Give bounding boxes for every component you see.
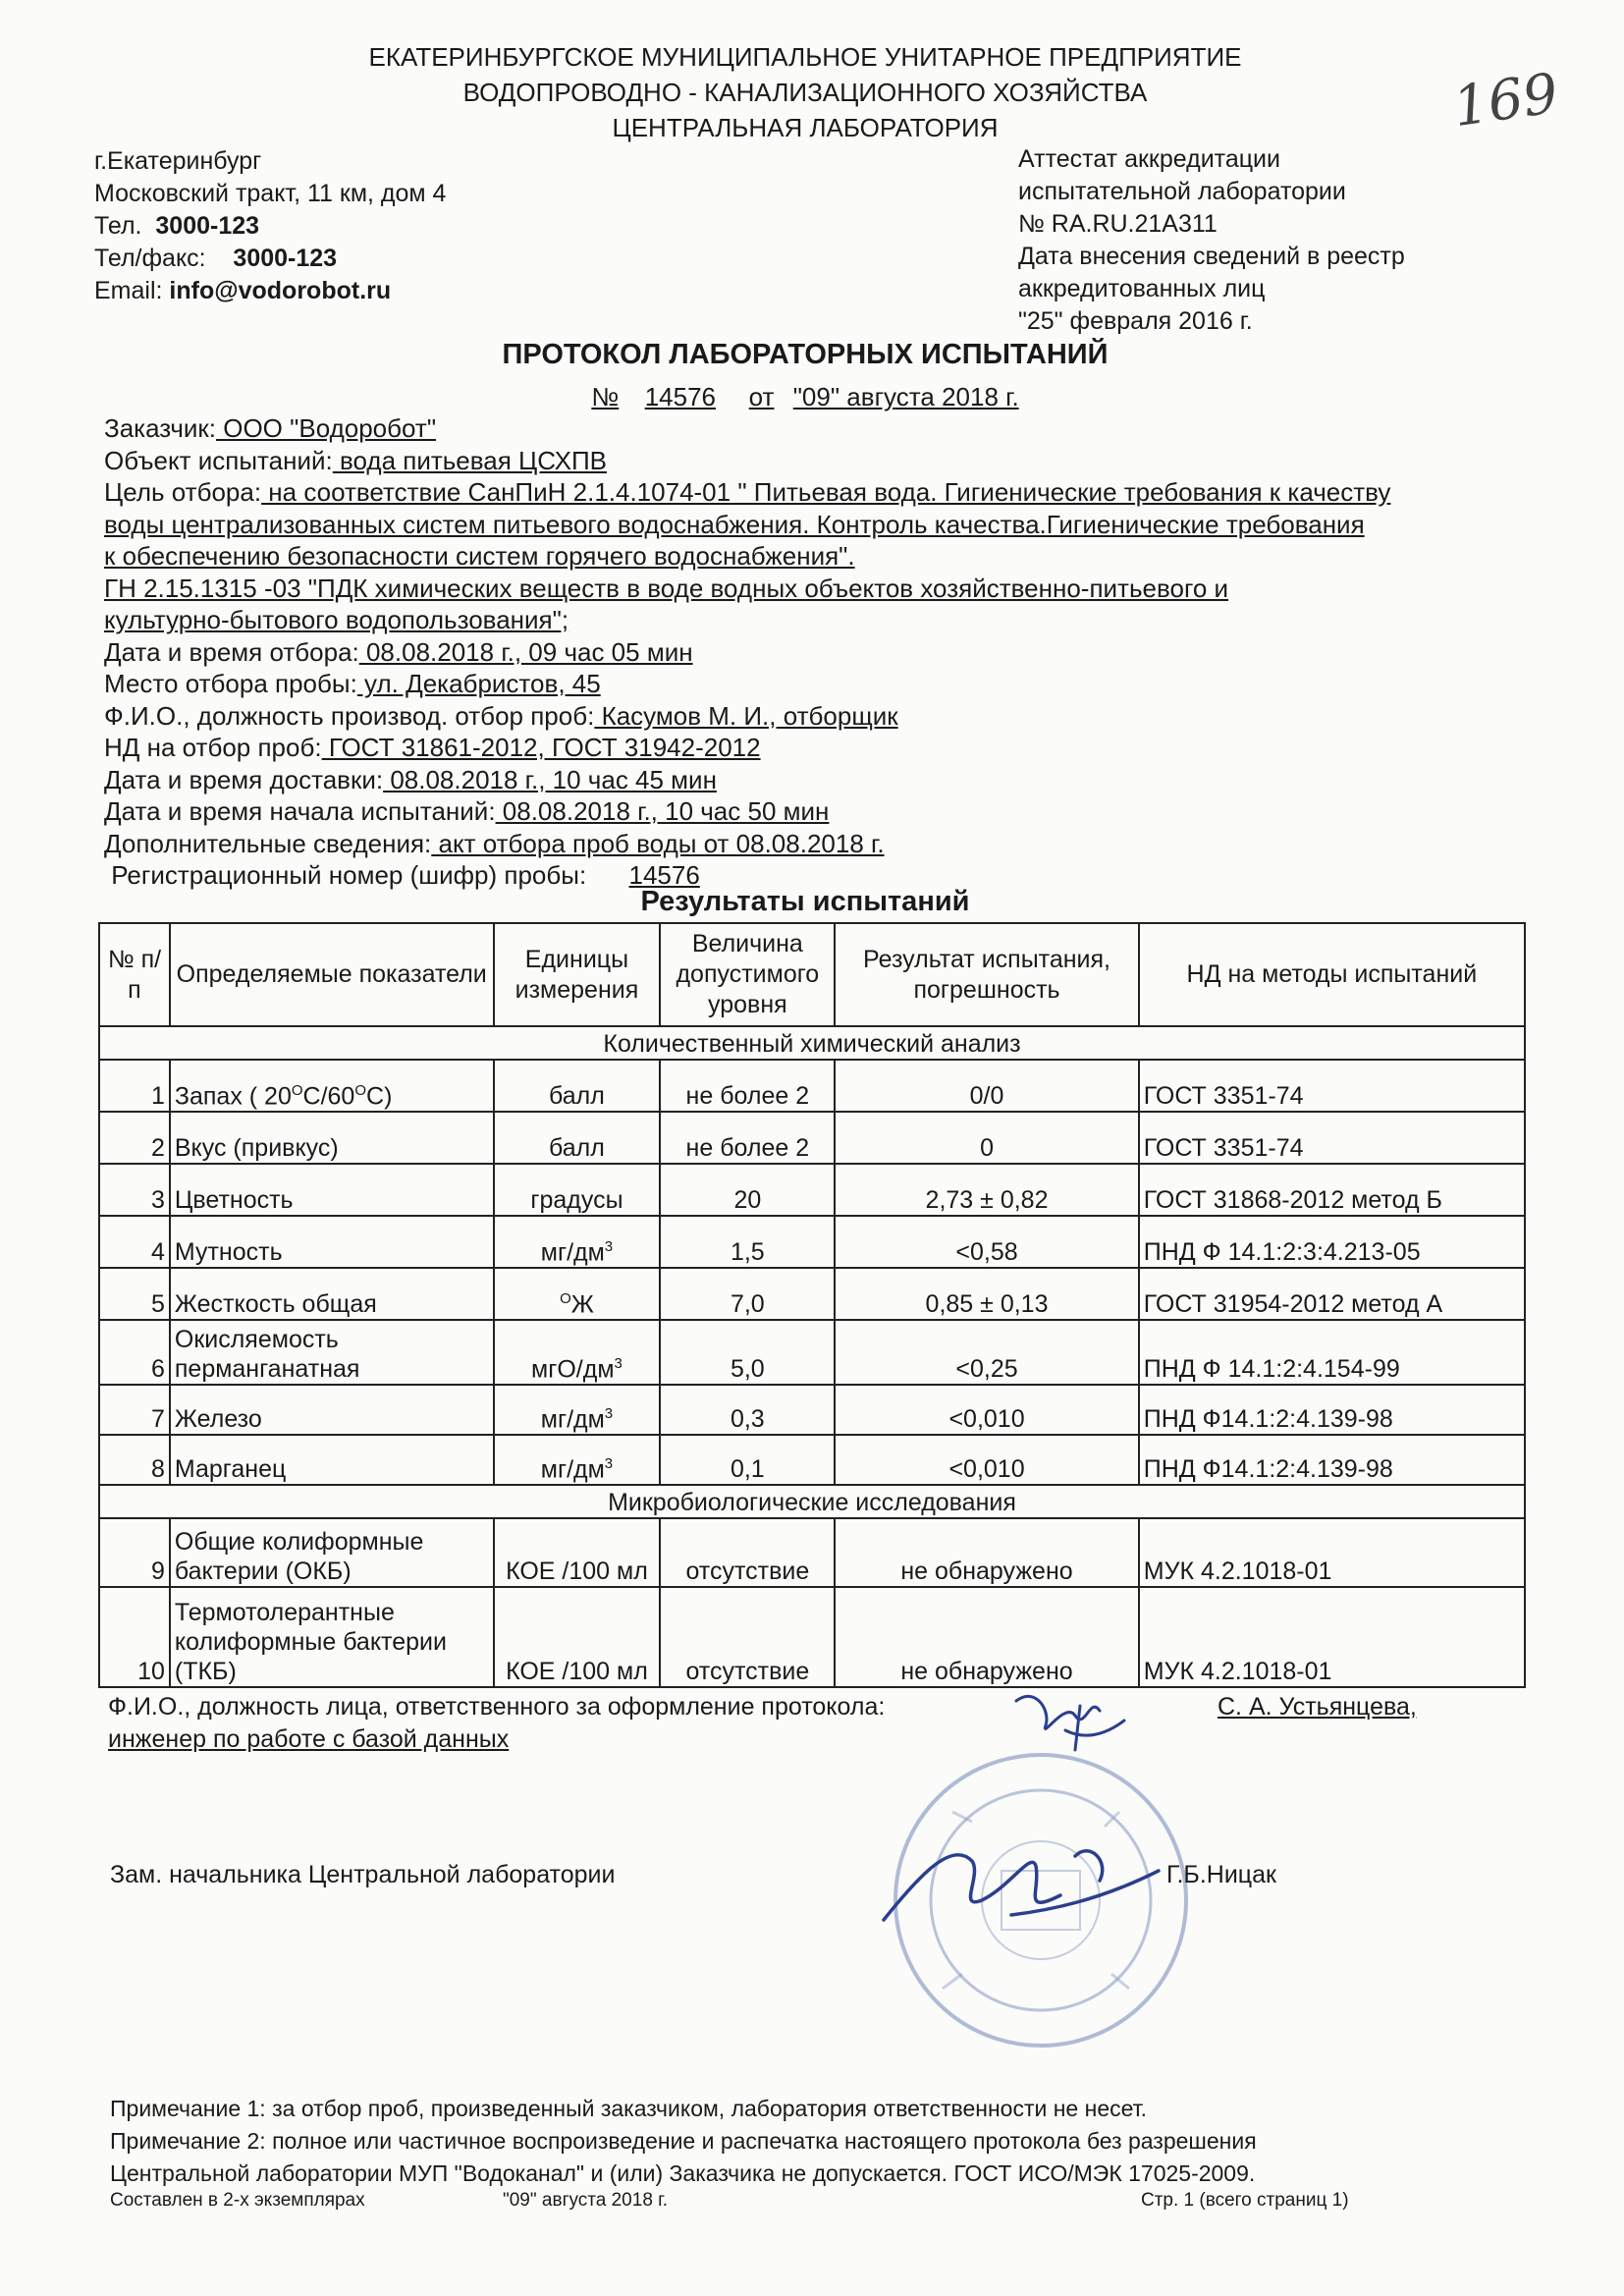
accreditation-date: "25" февраля 2016 г. <box>1018 307 1253 335</box>
note-2a: Примечание 2: полное или частичное воспроизведение и распечатка настоящего протокола без разрешения <box>110 2128 1257 2154</box>
row-no: 10 <box>99 1587 170 1687</box>
extra-info-row <box>104 828 1518 860</box>
section-microbiology: Микробиологические исследования <box>99 1485 1525 1518</box>
protocol-title: ПРОТОКОЛ ЛАБОРАТОРНЫХ ИСПЫТАНИЙ <box>502 339 1109 370</box>
accreditation-number: № RA.RU.21A311 <box>1018 210 1218 238</box>
results-header-row <box>99 923 1525 1026</box>
row-method: ПНД Ф14.1:2:4.139-98 <box>1139 1435 1525 1485</box>
deputy-label: Зам. начальника Центральной лаборатории <box>110 1861 616 1888</box>
test-start-label: Дата и время начала испытаний: <box>104 796 496 826</box>
extra-info-value: акт отбора проб воды от 08.08.2018 г. <box>431 828 885 858</box>
test-start-value: 08.08.2018 г., 10 час 50 мин <box>495 796 830 826</box>
header-result: Результат испытания, погрешность <box>835 923 1138 1026</box>
customer-row <box>104 412 1518 445</box>
purpose-row <box>104 476 1518 509</box>
row-param: Окисляемость перманганатная <box>170 1320 494 1385</box>
unit-text: мг/дм <box>540 1238 605 1266</box>
sampling-datetime-value: 08.08.2018 г., 09 час 05 мин <box>358 636 693 667</box>
registration-label: Регистрационный номер (шифр) пробы: <box>111 860 587 890</box>
unit-sup: 3 <box>604 1454 614 1472</box>
unit-text: мг/дм <box>540 1455 605 1483</box>
row-param: Марганец <box>170 1435 494 1485</box>
sampling-datetime-label: Дата и время отбора: <box>104 636 359 667</box>
table-row <box>99 1385 1525 1435</box>
row-result: не обнаружено <box>835 1587 1138 1687</box>
degree-sup: O <box>291 1081 303 1099</box>
row-result: 2,73 ± 0,82 <box>835 1164 1138 1216</box>
unit-text: мгО/дм <box>531 1355 615 1383</box>
param-text-mid: C/60 <box>302 1082 355 1110</box>
row-result: 0 <box>835 1112 1138 1164</box>
row-unit: градусы <box>494 1164 661 1216</box>
note-2b: Центральной лаборатории МУП "Водоканал" и (или) Заказчика не допускается. ГОСТ ИСО/МЭК 17025-2009. <box>110 2160 1256 2186</box>
row-param: Железо <box>170 1385 494 1435</box>
unit-text: Ж <box>570 1290 594 1318</box>
row-unit: КОЕ /100 мл <box>494 1518 661 1587</box>
sampling-nd-label: НД на отбор проб: <box>104 733 322 762</box>
accreditation-line-5: аккредитованных лиц <box>1018 275 1266 302</box>
sampler-label: Ф.И.О., должность производ. отбор проб: <box>104 700 595 731</box>
protocol-number: 14576 <box>644 382 716 411</box>
phone-value: 3000-123 <box>155 212 260 240</box>
row-unit <box>494 1320 661 1385</box>
param-text-end: C) <box>366 1082 393 1110</box>
deputy-name: Г.Б.Ницак <box>1166 1861 1276 1888</box>
row-param: Жесткость общая <box>170 1268 494 1320</box>
purpose-row-4 <box>104 573 1518 605</box>
row-unit <box>494 1216 661 1268</box>
sampling-place-row <box>104 668 1518 700</box>
row-result: 0/0 <box>835 1060 1138 1112</box>
row-param: Вкус (привкус) <box>170 1112 494 1164</box>
table-row <box>99 1268 1525 1320</box>
row-param <box>170 1060 494 1112</box>
row-method: ГОСТ 31954-2012 метод А <box>1139 1268 1525 1320</box>
row-limit: 5,0 <box>660 1320 835 1385</box>
header-limit: Величина допустимого уровня <box>660 923 835 1026</box>
row-unit <box>494 1385 661 1435</box>
unit-sup: 3 <box>614 1354 623 1372</box>
table-row <box>99 1587 1525 1687</box>
purpose-text-5: культурно-бытового водопользования"; <box>104 605 569 634</box>
table-row <box>99 1435 1525 1485</box>
row-unit: КОЕ /100 мл <box>494 1587 661 1687</box>
email-label: Email: <box>94 277 163 304</box>
delivery-label: Дата и время доставки: <box>104 764 384 794</box>
responsible-position <box>108 1723 1424 1756</box>
header-param: Определяемые показатели <box>170 923 494 1026</box>
sampling-place-label: Место отбора пробы: <box>104 669 357 698</box>
row-no: 7 <box>99 1385 170 1435</box>
fax-line <box>94 243 446 275</box>
email-line <box>94 275 446 307</box>
table-row <box>99 1518 1525 1587</box>
address-street: Московский тракт, 11 км, дом 4 <box>94 180 447 207</box>
sampling-place-value: ул. Декабристов, 45 <box>356 669 601 698</box>
purpose-text-2: воды централизованных систем питьевого водоснабжения. Контроль качества.Гигиенические требования <box>104 509 1365 539</box>
purpose-label: Цель отбора: <box>104 477 262 507</box>
footer <box>110 2190 1406 2212</box>
delivery-row <box>104 764 1518 796</box>
section-row-chemistry <box>99 1026 1525 1060</box>
responsible-position-text: инженер по работе с базой данных <box>108 1725 510 1753</box>
row-param: Мутность <box>170 1216 494 1268</box>
row-no: 3 <box>99 1164 170 1216</box>
protocol-date: "09" августа 2018 г. <box>792 382 1019 411</box>
row-method: ПНД Ф 14.1:2:4.154-99 <box>1139 1320 1525 1385</box>
row-method: ГОСТ 31868-2012 метод Б <box>1139 1164 1525 1216</box>
sampling-datetime-row <box>104 636 1518 669</box>
email-value: info@vodorobot.ru <box>169 277 392 304</box>
row-result: 0,85 ± 0,13 <box>835 1268 1138 1320</box>
address-city: г.Екатеринбург <box>94 147 262 175</box>
header-no: № п/п <box>99 923 170 1026</box>
test-start-row <box>104 795 1518 828</box>
protocol-no-label: № <box>591 382 620 411</box>
row-unit <box>494 1435 661 1485</box>
degree-sup: O <box>354 1081 367 1099</box>
object-value: вода питьевая ЦСХПВ <box>332 445 607 475</box>
table-row <box>99 1216 1525 1268</box>
unit-text: мг/дм <box>540 1405 605 1433</box>
footer-date: "09" августа 2018 г. <box>503 2190 669 2211</box>
section-chemistry: Количественный химический анализ <box>99 1026 1525 1060</box>
sampler-row <box>104 700 1518 733</box>
header-unit: Единицы измерения <box>494 923 661 1026</box>
org-line-3: ЦЕНТРАЛЬНАЯ ЛАБОРАТОРИЯ <box>612 113 999 142</box>
sampler-value: Касумов М. И., отборщик <box>594 700 898 731</box>
row-param: Термотолерантные колиформные бактерии (ТКБ) <box>170 1587 494 1687</box>
unit-sup: 3 <box>604 1404 614 1422</box>
phone-line <box>94 210 446 243</box>
accreditation-line-4: Дата внесения сведений в реестр <box>1018 243 1405 270</box>
row-no: 1 <box>99 1060 170 1112</box>
note-1: Примечание 1: за отбор проб, произведенный заказчиком, лаборатория ответственности не несет. <box>110 2096 1148 2121</box>
customer-label: Заказчик: <box>104 413 217 443</box>
unit-sup: 3 <box>604 1237 614 1255</box>
row-no: 8 <box>99 1435 170 1485</box>
object-row <box>104 445 1518 477</box>
responsible-block <box>108 1691 1424 1756</box>
row-result: <0,58 <box>835 1216 1138 1268</box>
accreditation-block <box>1018 143 1405 338</box>
phone-label: Тел. <box>94 212 142 240</box>
purpose-row-3 <box>104 540 1518 573</box>
row-no: 4 <box>99 1216 170 1268</box>
row-method: МУК 4.2.1018-01 <box>1139 1587 1525 1687</box>
table-row <box>99 1112 1525 1164</box>
sampling-nd-value: ГОСТ 31861-2012, ГОСТ 31942-2012 <box>321 733 761 762</box>
row-no: 2 <box>99 1112 170 1164</box>
section-row-microbiology <box>99 1485 1525 1518</box>
purpose-text-4: ГН 2.15.1315 -03 "ПДК химических веществ в воде водных объектов хозяйственно-питьевого и <box>104 573 1229 603</box>
row-limit: 20 <box>660 1164 835 1216</box>
object-label: Объект испытаний: <box>104 445 333 475</box>
row-method: ПНД Ф14.1:2:4.139-98 <box>1139 1385 1525 1435</box>
table-row <box>99 1164 1525 1216</box>
row-no: 9 <box>99 1518 170 1587</box>
accreditation-line-2: испытательной лаборатории <box>1018 178 1346 205</box>
table-row <box>99 1320 1525 1385</box>
row-unit: балл <box>494 1060 661 1112</box>
extra-info-label: Дополнительные сведения: <box>104 828 432 858</box>
fax-label: Тел/факс: <box>94 245 206 272</box>
row-limit: 0,1 <box>660 1435 835 1485</box>
row-limit: 0,3 <box>660 1385 835 1435</box>
row-limit: не более 2 <box>660 1060 835 1112</box>
organization-header <box>196 39 1414 145</box>
row-unit <box>494 1268 661 1320</box>
row-method: ГОСТ 3351-74 <box>1139 1060 1525 1112</box>
row-param: Цветность <box>170 1164 494 1216</box>
unit-sup: О <box>560 1289 571 1307</box>
row-method: ПНД Ф 14.1:2:3:4.213-05 <box>1139 1216 1525 1268</box>
row-result: <0,010 <box>835 1385 1138 1435</box>
protocol-number-line <box>196 382 1414 412</box>
row-limit: не более 2 <box>660 1112 835 1164</box>
org-line-1: ЕКАТЕРИНБУРГСКОЕ МУНИЦИПАЛЬНОЕ УНИТАРНОЕ ПРЕДПРИЯТИЕ <box>368 42 1242 72</box>
purpose-row-2 <box>104 509 1518 541</box>
purpose-text-3: к обеспечению безопасности систем горячего водоснабжения". <box>104 541 855 571</box>
fax-value: 3000-123 <box>233 245 338 272</box>
row-unit: балл <box>494 1112 661 1164</box>
row-no: 6 <box>99 1320 170 1385</box>
handwritten-page-number: 169 <box>1448 61 1562 140</box>
row-limit: отсутствие <box>660 1518 835 1587</box>
customer-value: ООО "Водоробот" <box>216 413 437 443</box>
table-row <box>99 1060 1525 1112</box>
sampling-nd-row <box>104 732 1518 764</box>
row-method: МУК 4.2.1018-01 <box>1139 1518 1525 1587</box>
footer-copies: Составлен в 2-х экземплярах <box>110 2190 365 2211</box>
row-no: 5 <box>99 1268 170 1320</box>
header-method: НД на методы испытаний <box>1139 923 1525 1026</box>
purpose-text-1: на соответствие СанПиН 2.1.4.1074-01 " Питьевая вода. Гигиенические требования к качеству <box>261 477 1391 507</box>
row-limit: 1,5 <box>660 1216 835 1268</box>
row-method: ГОСТ 3351-74 <box>1139 1112 1525 1164</box>
org-line-2: ВОДОПРОВОДНО - КАНАЛИЗАЦИОННОГО ХОЗЯЙСТВА <box>462 78 1148 107</box>
row-limit: 7,0 <box>660 1268 835 1320</box>
deputy-signature-icon <box>864 1802 1178 1949</box>
param-text: Запах ( 20 <box>174 1082 292 1110</box>
row-result: <0,25 <box>835 1320 1138 1385</box>
delivery-value: 08.08.2018 г., 10 час 45 мин <box>383 764 717 794</box>
row-result: <0,010 <box>835 1435 1138 1485</box>
responsible-name: С. А. Устьянцева, <box>1218 1693 1417 1721</box>
responsible-label: Ф.И.О., должность лица, ответственного за оформление протокола: <box>108 1693 886 1721</box>
accreditation-line-1: Аттестат аккредитации <box>1018 145 1280 173</box>
sample-info <box>104 412 1518 892</box>
purpose-row-5 <box>104 604 1518 636</box>
notes-block <box>110 2093 1504 2190</box>
row-result: не обнаружено <box>835 1518 1138 1587</box>
results-table <box>98 922 1526 1688</box>
footer-page: Стр. 1 (всего страниц 1) <box>1141 2190 1349 2211</box>
registration-value: 14576 <box>628 860 700 890</box>
row-limit: отсутствие <box>660 1587 835 1687</box>
protocol-from-label: от <box>748 382 775 411</box>
row-param: Общие колиформные бактерии (ОКБ) <box>170 1518 494 1587</box>
address-block <box>94 145 446 307</box>
results-title: Результаты испытаний <box>640 886 970 917</box>
